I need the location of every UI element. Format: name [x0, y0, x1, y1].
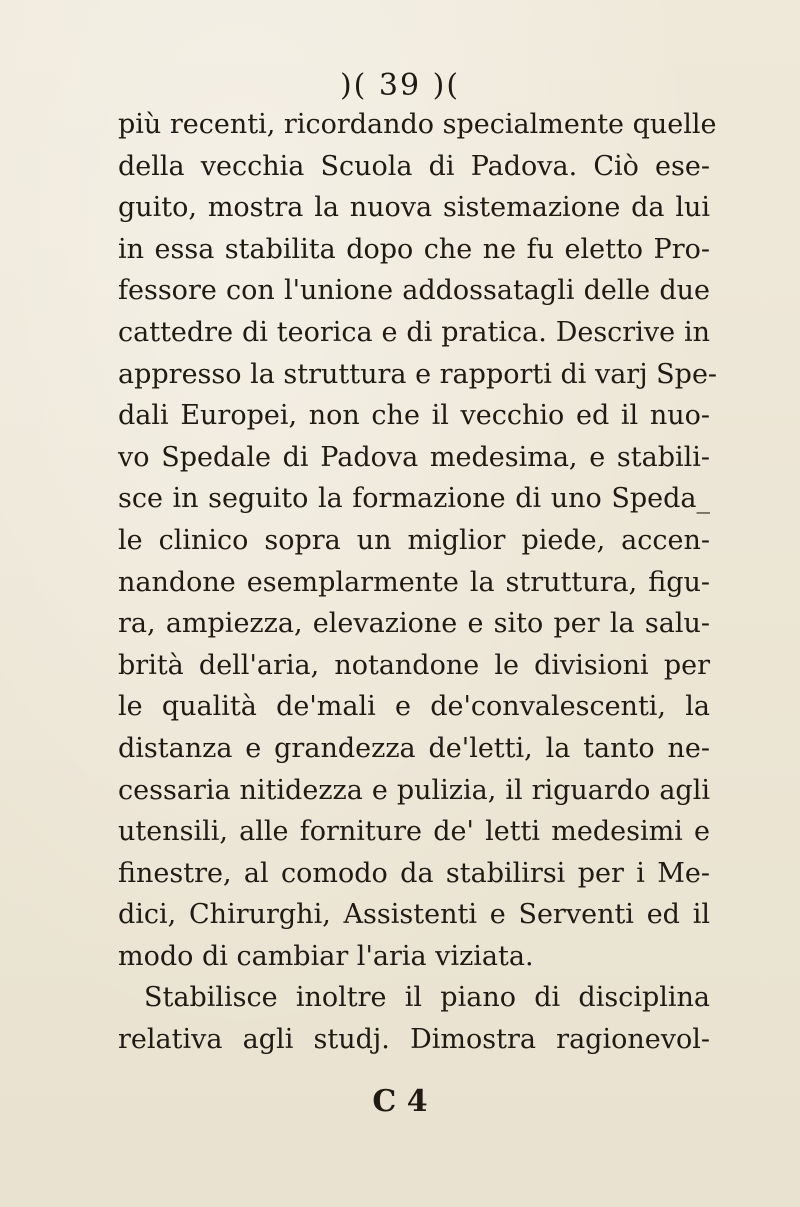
text-line: della vecchia Scuola di Padova. Ciò ese- — [118, 150, 710, 182]
text-line: le clinico sopra un miglior piede, accen- — [118, 524, 710, 556]
text-line: appresso la struttura e rapporti di varj Spe- — [118, 358, 718, 390]
text-line: fessore con l'unione addossatagli delle due — [118, 275, 710, 307]
text-line: finestre, al comodo da stabilirsi per i Me- — [118, 857, 710, 889]
text-line: più recenti, ricordando specialmente quelle — [118, 109, 717, 140]
text-line: brità dell'aria, notandone le divisioni per — [118, 649, 710, 681]
signature-mark: C 4 — [372, 1084, 428, 1119]
page-number: )( 39 )( — [339, 68, 461, 103]
text-line: le qualità de'mali e de'convalescenti, la — [118, 691, 710, 723]
text-line: in essa stabilita dopo che ne fu eletto Pro- — [118, 233, 710, 265]
text-line: vo Spedale di Padova medesima, e stabili- — [118, 441, 710, 473]
body-text — [118, 104, 718, 1061]
text-line: dici, Chirurghi, Assistenti e Serventi ed il — [118, 899, 710, 931]
text-line: dali Europei, non che il vecchio ed il nuo- — [118, 400, 710, 432]
text-line: guito, mostra la nuova sistemazione da lui — [118, 192, 710, 224]
text-line: cessaria nitidezza e pulizia, il riguardo agli — [118, 774, 710, 806]
text-line: relativa agli studj. Dimostra ragionevol- — [118, 1024, 710, 1056]
text-line: cattedre di teorica e di pratica. Descrive in — [118, 316, 710, 348]
text-line: ra, ampiezza, elevazione e sito per la salu- — [118, 608, 710, 640]
text-line: modo di cambiar l'aria viziata. — [118, 940, 534, 972]
text-line: distanza e grandezza de'letti, la tanto ne- — [118, 732, 710, 764]
text-line: sce in seguito la formazione di uno Speda_ — [118, 483, 710, 515]
text-line: utensili, alle forniture de' letti medesimi e — [118, 816, 710, 848]
text-line: Stabilisce inoltre il piano di disciplina — [144, 982, 710, 1014]
text-line: nandone esemplarmente la struttura, figu- — [118, 566, 710, 598]
